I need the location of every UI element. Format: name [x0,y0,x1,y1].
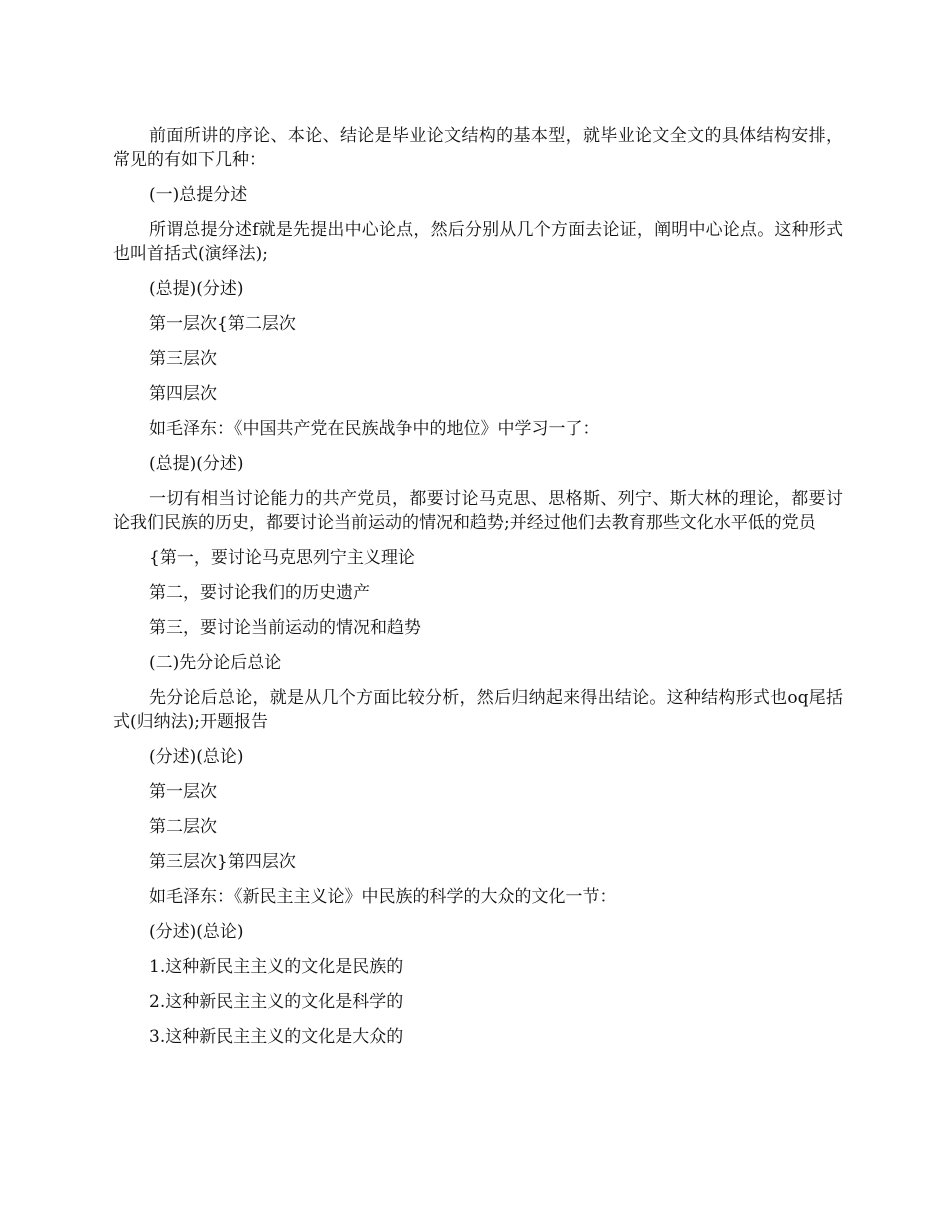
section-heading-2: (二)先分论后总论 [149,653,282,673]
paragraph-intro: 前面所讲的序论、本论、结论是毕业论文结构的基本型，就毕业论文全文的具体结构安排，常见的有如下几种： [113,126,843,170]
list-item: 2.这种新民主主义的文化是科学的 [149,992,404,1012]
paragraph: 所谓总提分述f就是先提出中心论点，然后分别从几个方面去论证，阐明中心论点。这种形式也叫首括式(演绎法); [113,220,843,264]
paragraph: (总提)(分述) [149,279,244,299]
paragraph: 第二层次 [149,817,217,837]
paragraph: 第一层次{第二层次 [149,314,296,334]
section-heading-1: (一)总提分述 [149,185,248,205]
paragraph: (分述)(总论) [149,922,244,942]
paragraph: 如毛泽东：《新民主主义论》中民族的科学的大众的文化一节： [149,887,617,907]
document-body [113,124,843,1060]
paragraph: 先分论后总论，就是从几个方面比较分析，然后归纳起来得出结论。这种结构形式也oq尾括式(归纳法);开题报告 [113,688,843,732]
paragraph: 如毛泽东：《中国共产党在民族战争中的地位》中学习一了： [149,419,600,439]
list-item: 1.这种新民主主义的文化是民族的 [149,957,404,977]
paragraph: 第二，要讨论我们的历史遗产 [149,583,370,603]
paragraph: 第一层次 [149,782,217,802]
paragraph: (分述)(总论) [149,747,244,767]
paragraph: 第三层次 [149,349,217,369]
paragraph: 一切有相当讨论能力的共产党员，都要讨论马克思、思格斯、列宁、斯大林的理论，都要讨论我们民族的历史，都要讨论当前运动的情况和趋势;并经过他们去教育那些文化水平低的党员 [113,489,843,533]
paragraph: (总提)(分述) [149,454,244,474]
paragraph: 第三层次}第四层次 [149,852,296,872]
list-item: 3.这种新民主主义的文化是大众的 [149,1027,404,1047]
paragraph: {第一，要讨论马克思列宁主义理论 [149,548,415,568]
paragraph: 第三，要讨论当前运动的情况和趋势 [149,618,421,638]
paragraph: 第四层次 [149,384,217,404]
